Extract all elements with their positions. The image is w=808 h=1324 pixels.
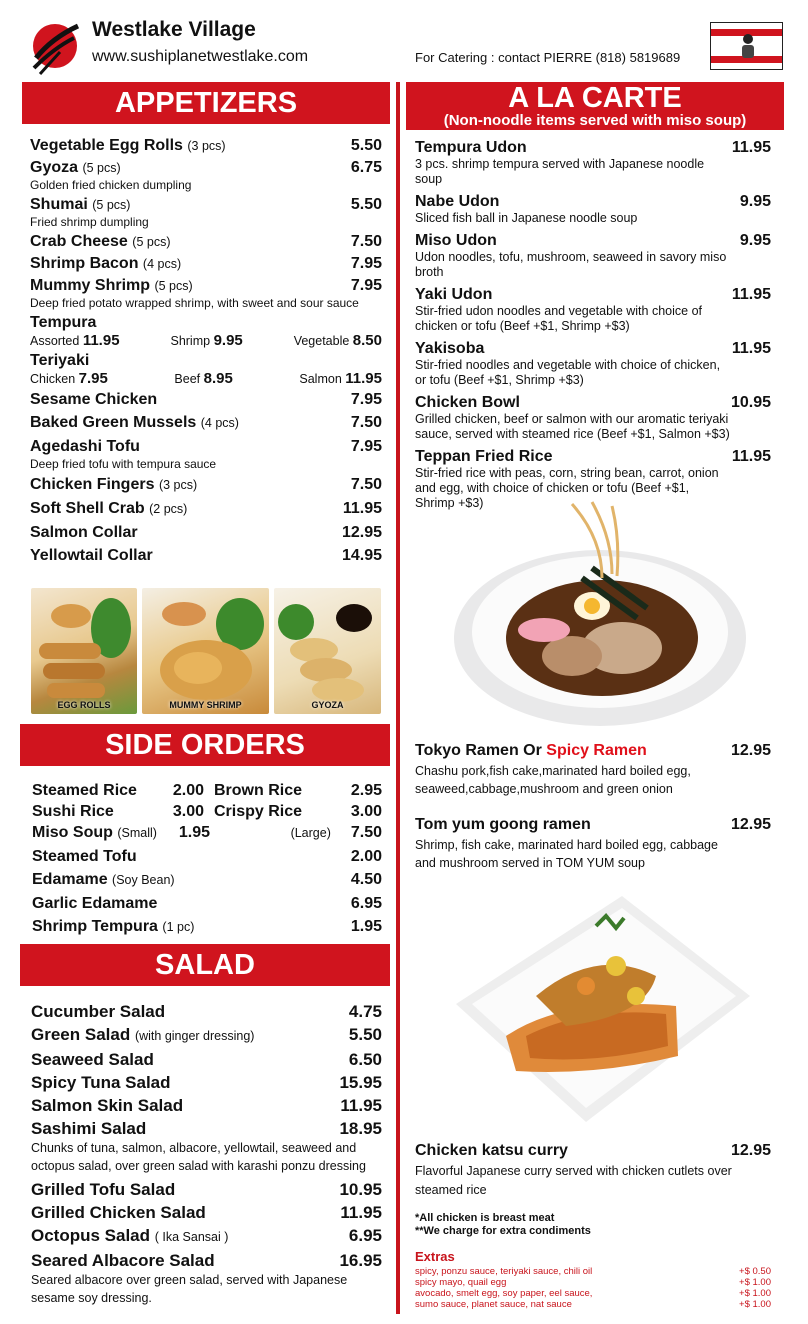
item-label bbox=[30, 195, 130, 215]
option-label: Beef bbox=[174, 372, 201, 386]
item-label bbox=[32, 869, 175, 891]
a-la-carte-subtitle: (Non-noodle items served with miso soup) bbox=[443, 112, 747, 129]
item-price: 1.95 bbox=[178, 824, 210, 841]
side-orders-title: SIDE ORDERS bbox=[105, 729, 305, 761]
item-name: Miso Soup bbox=[32, 824, 113, 841]
item-qty: (with ginger dressing) bbox=[134, 1029, 255, 1043]
katsu-curry-photo bbox=[446, 886, 756, 1128]
menu-item bbox=[31, 1001, 382, 1022]
item-name: Octopus Salad bbox=[31, 1226, 151, 1245]
item-qty: (5 pcs) bbox=[92, 198, 131, 212]
item-price: 10.95 bbox=[730, 394, 771, 411]
item-name: Yakisoba bbox=[415, 340, 485, 357]
item-name: Tokyo Ramen Or bbox=[415, 742, 547, 759]
item-qty: (5 pcs) bbox=[154, 279, 193, 293]
item-price: 11.95 bbox=[731, 448, 771, 465]
menu-item bbox=[30, 195, 382, 230]
item-description: Deep fried potato wrapped shrimp, with sweet and sour sauce bbox=[30, 296, 359, 310]
item-qty: (5 pcs) bbox=[82, 161, 121, 175]
item-row bbox=[30, 412, 382, 434]
item-label bbox=[32, 893, 157, 914]
extra-price: +$ 0.50 bbox=[739, 1266, 771, 1277]
item-price: 11.95 bbox=[340, 1096, 382, 1115]
item-price: 7.50 bbox=[350, 233, 382, 250]
menu-item bbox=[30, 436, 382, 472]
item-price: 1.95 bbox=[350, 918, 382, 935]
extra-row bbox=[415, 1299, 771, 1310]
menu-item bbox=[31, 1225, 382, 1248]
item-label bbox=[31, 1095, 183, 1116]
item-label bbox=[31, 1049, 154, 1070]
item-price: 11.95 bbox=[340, 1203, 382, 1222]
item-name: Teppan Fried Rice bbox=[415, 448, 553, 465]
item-row bbox=[30, 522, 382, 543]
a-la-carte-item bbox=[415, 232, 771, 280]
item-description: Stir-fried rice with peas, corn, string bean, carrot, onion and egg, with choice of chicken or tofu (Beef +$1, Shrimp +$3) bbox=[415, 466, 719, 510]
menu-item bbox=[31, 1072, 382, 1093]
salad-list bbox=[31, 999, 382, 1311]
item-name: Seared Albacore Salad bbox=[31, 1251, 215, 1270]
photo-caption: EGG ROLLS bbox=[57, 700, 111, 710]
item-price: 6.50 bbox=[348, 1050, 382, 1069]
item-label bbox=[32, 916, 194, 938]
appetizers-list bbox=[30, 134, 382, 566]
item-name: Sushi Rice bbox=[32, 803, 114, 820]
item-name: Tempura Udon bbox=[415, 139, 527, 156]
item-label bbox=[30, 254, 181, 274]
item-name: Cucumber Salad bbox=[31, 1002, 166, 1021]
extras-title: Extras bbox=[415, 1249, 455, 1264]
item-price: 7.95 bbox=[350, 391, 382, 408]
menu-item bbox=[30, 276, 382, 311]
side-orders-banner bbox=[20, 724, 390, 766]
item-name: Chicken Fingers bbox=[30, 476, 155, 493]
item-row bbox=[32, 893, 382, 914]
item-name: Steamed Rice bbox=[32, 782, 137, 799]
item-size: (Large) bbox=[290, 826, 331, 840]
item-row bbox=[31, 1118, 382, 1139]
item-row bbox=[32, 846, 382, 867]
salad-banner bbox=[20, 944, 390, 986]
item-row bbox=[31, 1049, 382, 1070]
item-description: Flavorful Japanese curry served with chicken cutlets over steamed rice bbox=[415, 1164, 732, 1197]
menu-item bbox=[30, 522, 382, 543]
item-price: 4.50 bbox=[350, 871, 382, 888]
menu-item bbox=[30, 389, 382, 410]
item-name: Shumai bbox=[30, 196, 88, 213]
item-size: (Small) bbox=[117, 826, 157, 840]
item-price: 12.95 bbox=[341, 524, 382, 541]
item-price: 16.95 bbox=[339, 1251, 382, 1270]
item-price: 14.95 bbox=[341, 547, 382, 564]
item-row bbox=[415, 448, 771, 466]
option-price: 8.50 bbox=[352, 332, 382, 349]
item-row bbox=[30, 136, 382, 156]
item-row bbox=[30, 498, 382, 520]
item-label bbox=[30, 436, 140, 457]
item-description: Shrimp, fish cake, marinated hard boiled egg, cabbage and mushroom served in TOM YUM soup bbox=[415, 838, 718, 870]
extra-label: avocado, smelt egg, soy paper, eel sauce, bbox=[415, 1288, 593, 1299]
option-price: 7.95 bbox=[78, 370, 108, 387]
item-row bbox=[30, 254, 382, 274]
item-name: Edamame bbox=[32, 871, 108, 888]
item-description: 3 pcs. shrimp tempura served with Japanese noodle soup bbox=[415, 157, 705, 186]
item-price: 3.00 bbox=[350, 803, 382, 820]
item-label bbox=[30, 498, 187, 520]
item-qty: (1 pc) bbox=[162, 920, 195, 934]
a-la-carte-item bbox=[415, 139, 771, 187]
katsu-item bbox=[415, 1142, 771, 1200]
item-name: Shrimp Tempura bbox=[32, 918, 158, 935]
menu-item bbox=[30, 498, 382, 520]
option-label: Assorted bbox=[30, 334, 80, 348]
mummy-shrimp-image bbox=[142, 588, 269, 714]
option-price: 8.95 bbox=[203, 370, 233, 387]
item-name: Seaweed Salad bbox=[31, 1050, 154, 1069]
item-row bbox=[415, 193, 771, 211]
menu-item bbox=[32, 846, 382, 867]
item-name: Tempura bbox=[30, 314, 97, 331]
a-la-carte-item bbox=[415, 286, 771, 334]
item-name: Garlic Edamame bbox=[32, 895, 158, 912]
option-price: 9.95 bbox=[213, 332, 243, 349]
item-price: 15.95 bbox=[339, 1073, 382, 1092]
menu-item bbox=[31, 1250, 382, 1307]
item-name: Sesame Chicken bbox=[30, 391, 158, 408]
item-row bbox=[30, 545, 382, 566]
item-label bbox=[31, 1225, 228, 1248]
item-description: Stir-fried udon noodles and vegetable with choice of chicken or tofu (Beef +$1, Shrimp +$3) bbox=[415, 304, 702, 333]
item-price: 2.95 bbox=[350, 782, 382, 799]
item-name: Steamed Tofu bbox=[32, 848, 137, 865]
item-name: Crispy Rice bbox=[214, 803, 303, 820]
option-price: 11.95 bbox=[345, 370, 382, 387]
menu-item bbox=[31, 1049, 382, 1070]
item-price: 4.75 bbox=[348, 1002, 382, 1021]
item-label bbox=[30, 158, 121, 178]
item-name: Yellowtail Collar bbox=[30, 547, 153, 564]
item-row bbox=[31, 1095, 382, 1116]
a-la-carte-item bbox=[415, 394, 771, 442]
item-row bbox=[30, 436, 382, 457]
item-name: Yaki Udon bbox=[415, 286, 493, 303]
item-label bbox=[30, 136, 226, 156]
item-name: Vegetable Egg Rolls bbox=[30, 137, 183, 154]
notes bbox=[415, 1212, 591, 1238]
item-price: 7.50 bbox=[350, 824, 382, 841]
menu-item bbox=[31, 1118, 382, 1175]
item-qty: (2 pcs) bbox=[149, 502, 188, 516]
item-price: 12.95 bbox=[730, 1142, 771, 1159]
item-name: Chicken Bowl bbox=[415, 394, 520, 411]
option-label: Salmon bbox=[299, 372, 342, 386]
item-price: 10.95 bbox=[339, 1180, 382, 1199]
item-name: Crab Cheese bbox=[30, 233, 128, 250]
item-name: Shrimp Bacon bbox=[30, 255, 139, 272]
extra-label: spicy mayo, quail egg bbox=[415, 1277, 507, 1288]
option-label: Chicken bbox=[30, 372, 76, 386]
item-price: 6.95 bbox=[348, 1226, 382, 1245]
extra-row bbox=[415, 1266, 771, 1277]
item-qty: (4 pcs) bbox=[200, 416, 239, 430]
item-description: Deep fried tofu with tempura sauce bbox=[30, 457, 217, 471]
mummy-shrimp-photo bbox=[142, 588, 269, 714]
menu-item bbox=[30, 158, 382, 193]
extra-price: +$ 1.00 bbox=[739, 1299, 771, 1310]
sushi-planet-logo bbox=[30, 18, 82, 76]
photo-caption: GYOZA bbox=[311, 700, 344, 710]
item-price: 3.00 bbox=[172, 803, 204, 820]
website-url[interactable]: www.sushiplanetwestlake.com bbox=[92, 48, 309, 65]
menu-item bbox=[32, 869, 382, 891]
item-price: 7.95 bbox=[350, 255, 382, 272]
menu-item bbox=[32, 916, 382, 938]
item-name: Mummy Shrimp bbox=[30, 277, 151, 294]
menu-item bbox=[30, 412, 382, 434]
item-name: Miso Udon bbox=[415, 232, 497, 249]
item-name: Baked Green Mussels bbox=[30, 414, 197, 431]
salad-title: SALAD bbox=[155, 949, 255, 981]
a-la-carte-banner bbox=[406, 82, 784, 130]
item-qty: (4 pcs) bbox=[142, 257, 182, 271]
a-la-carte-list bbox=[415, 139, 771, 517]
note-condiments: **We charge for extra condiments bbox=[415, 1225, 591, 1237]
egg-rolls-image bbox=[31, 588, 137, 714]
item-price: 6.75 bbox=[350, 159, 382, 176]
note-chicken: *All chicken is breast meat bbox=[415, 1212, 555, 1224]
item-row bbox=[30, 389, 382, 410]
item-row bbox=[31, 1179, 382, 1200]
extra-price: +$ 1.00 bbox=[739, 1288, 771, 1299]
menu-item bbox=[30, 545, 382, 566]
item-name: Salmon Skin Salad bbox=[31, 1096, 184, 1115]
item-row bbox=[31, 1202, 382, 1223]
item-name: Sashimi Salad bbox=[31, 1119, 147, 1138]
item-description: Golden fried chicken dumpling bbox=[30, 178, 192, 192]
item-label bbox=[30, 232, 170, 252]
ramen-item bbox=[415, 742, 771, 798]
item-row bbox=[415, 139, 771, 157]
item-name: Gyoza bbox=[30, 159, 79, 176]
item-name: Green Salad bbox=[31, 1025, 131, 1044]
item-label bbox=[30, 522, 138, 543]
menu-item bbox=[30, 474, 382, 496]
item-qty: ( Ika Sansai ) bbox=[154, 1230, 229, 1244]
item-label bbox=[30, 474, 197, 496]
extra-label: spicy, ponzu sauce, teriyaki sauce, chili oil bbox=[415, 1266, 593, 1277]
menu-item bbox=[31, 1024, 382, 1047]
photo-caption: MUMMY SHRIMP bbox=[169, 700, 242, 710]
item-description: Udon noodles, tofu, mushroom, seaweed in savory miso broth bbox=[415, 250, 727, 279]
catering-contact: For Catering : contact PIERRE (818) 5819689 bbox=[415, 50, 681, 65]
rice-row bbox=[32, 780, 382, 801]
item-name: Spicy Tuna Salad bbox=[31, 1073, 171, 1092]
item-price: 11.95 bbox=[731, 340, 771, 357]
item-row bbox=[31, 1024, 382, 1047]
menu-item bbox=[30, 232, 382, 252]
item-name: Grilled Chicken Salad bbox=[31, 1203, 206, 1222]
item-price: 6.95 bbox=[350, 895, 382, 912]
menu-item bbox=[32, 893, 382, 914]
item-description: Fried shrimp dumpling bbox=[30, 215, 149, 229]
item-price: 11.95 bbox=[731, 139, 771, 156]
item-label bbox=[31, 1202, 206, 1223]
item-row bbox=[30, 158, 382, 178]
restaurant-title: Westlake Village bbox=[92, 18, 256, 41]
item-label bbox=[31, 1250, 215, 1271]
gyoza-photo bbox=[274, 588, 381, 714]
egg-rolls-photo bbox=[31, 588, 137, 714]
item-name: Soft Shell Crab bbox=[30, 500, 145, 517]
item-description: Sliced fish ball in Japanese noodle soup bbox=[415, 211, 638, 225]
item-row bbox=[31, 1072, 382, 1093]
item-label bbox=[31, 1118, 146, 1139]
item-qty: (3 pcs) bbox=[158, 478, 198, 492]
a-la-carte-item bbox=[415, 193, 771, 226]
appetizers-banner bbox=[22, 82, 390, 124]
item-label bbox=[30, 412, 239, 434]
item-label bbox=[30, 276, 193, 296]
tempura-item bbox=[30, 314, 382, 349]
item-price: 5.50 bbox=[348, 1025, 382, 1044]
item-price: 12.95 bbox=[730, 742, 771, 759]
item-price: 18.95 bbox=[339, 1119, 382, 1138]
item-label bbox=[31, 1179, 175, 1200]
item-label bbox=[30, 545, 153, 566]
item-label bbox=[31, 1001, 165, 1022]
item-row bbox=[30, 232, 382, 252]
item-price: 12.95 bbox=[730, 816, 771, 833]
menu-item bbox=[31, 1202, 382, 1223]
extra-price: +$ 1.00 bbox=[739, 1277, 771, 1288]
item-name: Agedashi Tofu bbox=[30, 438, 140, 455]
item-price: 2.00 bbox=[350, 848, 382, 865]
teriyaki-item bbox=[30, 352, 382, 387]
extra-row bbox=[415, 1277, 771, 1288]
extra-row bbox=[415, 1288, 771, 1299]
item-row bbox=[32, 869, 382, 891]
item-description: Seared albacore over green salad, served with Japanese sesame soy dressing. bbox=[31, 1273, 348, 1305]
item-row bbox=[415, 286, 771, 304]
gyoza-image bbox=[274, 588, 381, 714]
item-price: 7.50 bbox=[350, 414, 382, 431]
item-description: Chashu pork,fish cake,marinated hard boiled egg, seaweed,cabbage,mushroom and green onion bbox=[415, 764, 691, 796]
item-name: Salmon Collar bbox=[30, 524, 138, 541]
item-price: 5.50 bbox=[350, 196, 382, 213]
catering-company-badge bbox=[710, 22, 783, 70]
item-price: 5.50 bbox=[350, 137, 382, 154]
item-label bbox=[31, 1072, 171, 1093]
item-row bbox=[30, 276, 382, 296]
side-orders-list bbox=[32, 780, 382, 938]
menu-item bbox=[30, 254, 382, 274]
item-row bbox=[415, 340, 771, 358]
item-row bbox=[30, 195, 382, 215]
item-name: Tom yum goong ramen bbox=[415, 816, 591, 833]
item-price: 7.50 bbox=[350, 476, 382, 493]
column-divider bbox=[396, 82, 400, 1314]
menu-item bbox=[30, 136, 382, 156]
extras-list bbox=[415, 1266, 771, 1310]
item-price: 11.95 bbox=[731, 286, 771, 303]
item-name-spicy: Spicy Ramen bbox=[546, 742, 647, 759]
option-price: 11.95 bbox=[82, 332, 120, 349]
item-name: Brown Rice bbox=[214, 782, 303, 799]
menu-item bbox=[31, 1095, 382, 1116]
option-label: Shrimp bbox=[170, 334, 211, 348]
ramen-bowl-photo bbox=[452, 498, 748, 730]
chef-icon bbox=[739, 33, 757, 59]
appetizers-title: APPETIZERS bbox=[114, 87, 298, 119]
tomyum-item bbox=[415, 816, 771, 872]
item-price: 7.95 bbox=[350, 438, 382, 455]
item-row bbox=[31, 1250, 382, 1271]
item-qty: (5 pcs) bbox=[132, 235, 171, 249]
item-row bbox=[31, 1225, 382, 1248]
rice-row bbox=[32, 801, 382, 822]
option-label: Vegetable bbox=[293, 334, 350, 348]
item-row bbox=[32, 916, 382, 938]
item-price: 9.95 bbox=[739, 232, 771, 249]
item-qty: (Soy Bean) bbox=[112, 873, 175, 887]
item-label bbox=[32, 846, 137, 867]
extra-label: sumo sauce, planet sauce, nat sauce bbox=[415, 1299, 572, 1310]
item-description: Chunks of tuna, salmon, albacore, yellowtail, seaweed and octopus salad, over green salad with karashi ponzu dressing bbox=[31, 1141, 366, 1173]
item-name: Teriyaki bbox=[30, 352, 90, 369]
item-label bbox=[30, 389, 157, 410]
item-price: 2.00 bbox=[172, 782, 204, 799]
item-price: 9.95 bbox=[739, 193, 771, 210]
item-name: Nabe Udon bbox=[415, 193, 500, 210]
miso-soup-row bbox=[32, 822, 382, 844]
menu-item bbox=[31, 1179, 382, 1200]
item-name: Grilled Tofu Salad bbox=[31, 1180, 176, 1199]
item-qty: (3 pcs) bbox=[187, 139, 226, 153]
item-price: 7.95 bbox=[350, 277, 382, 294]
item-description: Stir-fried noodles and vegetable with choice of chicken, or tofu (Beef +$1, Shrimp +$3) bbox=[415, 358, 721, 387]
a-la-carte-item bbox=[415, 340, 771, 388]
item-description: Grilled chicken, beef or salmon with our aromatic teriyaki sauce, served with steamed rice (Beef +$1, Salmon +$3) bbox=[415, 412, 730, 441]
item-price: 11.95 bbox=[342, 500, 382, 517]
item-row bbox=[415, 232, 771, 250]
item-row bbox=[415, 394, 771, 412]
a-la-carte-title: A LA CARTE bbox=[508, 82, 682, 114]
item-label bbox=[31, 1024, 254, 1047]
item-row bbox=[31, 1001, 382, 1022]
item-row bbox=[30, 474, 382, 496]
item-name: Chicken katsu curry bbox=[415, 1142, 568, 1159]
